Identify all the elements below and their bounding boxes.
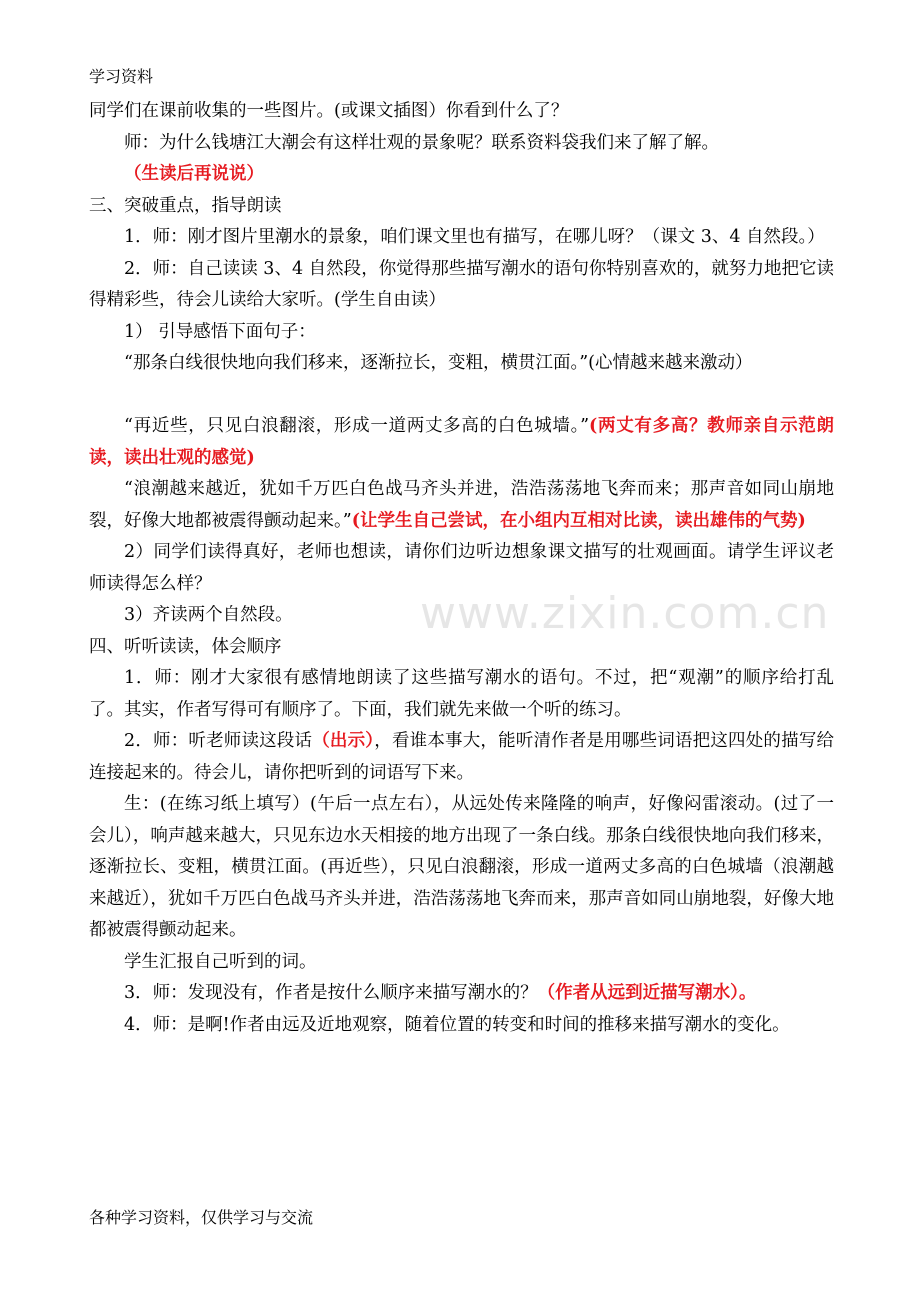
paragraph-text: 2．师：听老师读这段话 [124, 731, 313, 751]
paragraph [89, 348, 834, 380]
paragraph [89, 317, 834, 349]
paragraph-text: 生：(在练习纸上填写）(午后一点左右），从远处传来隆隆的响声，好像闷雷滚动。(过了一会儿），响声越来越大，只见东边水天相接的地方出现了一条白线。那条白线很快地向我们移来，逐渐拉长、变粗，横贯江面。(再近些），只见白浪翻滚，形成一道两丈多高的白色城墙（浪潮越来越近），犹如千万匹白色战马齐头并进，浩浩荡荡地飞奔而来，那声音如同山崩地裂，好像大地都被震得颤动起来。 [89, 794, 834, 940]
teaching-note: （出示） [312, 731, 375, 751]
paragraph [89, 726, 834, 789]
paragraph [89, 789, 834, 947]
paragraph [89, 159, 834, 191]
paragraph [89, 1010, 834, 1042]
paragraph-text: 2）同学们读得真好，老师也想读，请你们边听边想象课文描写的壮观画面。请学生评议老师读得怎么样？ [89, 542, 834, 594]
paragraph [89, 600, 834, 632]
teaching-note: (让学生自己尝试，在小组内互相对比读，读出雄伟的气势) [351, 510, 806, 531]
blank-line [89, 380, 834, 412]
paragraph [89, 96, 834, 128]
paragraph-text: 1．师：刚才图片里潮水的景象，咱们课文里也有描写，在哪儿呀？（课文 3、4 自然段。） [124, 227, 825, 247]
paragraph-text: 四、听听读读，体会顺序 [89, 636, 282, 657]
paragraph-text: “再近些，只见白浪翻滚，形成一道两丈多高的白色城墙。” [124, 416, 590, 436]
paragraph-text: 同学们在课前收集的一些图片。(或课文插图）你看到什么了？ [89, 101, 569, 121]
teaching-note: （生读后再说说） [124, 164, 264, 184]
paragraph [89, 947, 834, 979]
paragraph [89, 537, 834, 600]
watermark: www.zixin.com.cn [420, 588, 830, 639]
document-body [89, 96, 834, 1041]
paragraph-text: “那条白线很快地向我们移来，逐渐拉长，变粗，横贯江面。”(心情越来越来激动） [124, 353, 753, 373]
paragraph [89, 254, 834, 317]
teaching-note: （作者从远到近描写潮水）。 [537, 983, 757, 1003]
page-footer: 各种学习资料，仅供学习与交流 [89, 1208, 314, 1227]
paragraph [89, 128, 834, 160]
paragraph-text: 师：为什么钱塘江大潮会有这样壮观的景象呢？联系资料袋我们来了解了解。 [124, 132, 719, 153]
paragraph-text: 学生汇报自己听到的词。 [124, 951, 317, 972]
paragraph [89, 191, 834, 223]
paragraph [89, 978, 834, 1010]
paragraph-text: 3）齐读两个自然段。 [124, 605, 293, 625]
paragraph-text: 4．师：是啊!作者由远及近地观察，随着位置的转变和时间的推移来描写潮水的变化。 [124, 1014, 790, 1035]
paragraph-text: 三、突破重点，指导朗读 [89, 195, 282, 216]
paragraph [89, 411, 834, 474]
paragraph-text: ，看谁本事大，能听清作者是用哪些词语把这四处的描写给连接起来的。待会儿，请你把听到的词语写下来。 [89, 731, 835, 783]
paragraph-text: 3．师：发现没有，作者是按什么顺序来描写潮水的？ [124, 983, 538, 1003]
paragraph [89, 474, 834, 537]
paragraph [89, 663, 834, 726]
teaching-note: (两丈有多高？教师亲自示范朗读，读出壮观的感觉) [89, 416, 834, 468]
page-header: 学习资料 [89, 67, 154, 86]
paragraph-text: 1） 引导感悟下面句子： [124, 321, 316, 342]
paragraph-text: 2．师：自己读读 3、4 自然段，你觉得那些描写潮水的语句你特别喜欢的，就努力地把它读得精彩些，待会儿读给大家听。(学生自由读） [89, 258, 834, 310]
paragraph-text: 1．师：刚才大家很有感情地朗读了这些描写潮水的语句。不过，把“观潮”的顺序给打乱了。其实，作者写得可有顺序了。下面，我们就先来做一个听的练习。 [89, 668, 834, 720]
paragraph [89, 632, 834, 664]
paragraph-text: “浪潮越来越近，犹如千万匹白色战马齐头并进，浩浩荡荡地飞奔而来；那声音如同山崩地裂，好像大地都被震得颤动起来。” [89, 479, 834, 531]
paragraph [89, 222, 834, 254]
